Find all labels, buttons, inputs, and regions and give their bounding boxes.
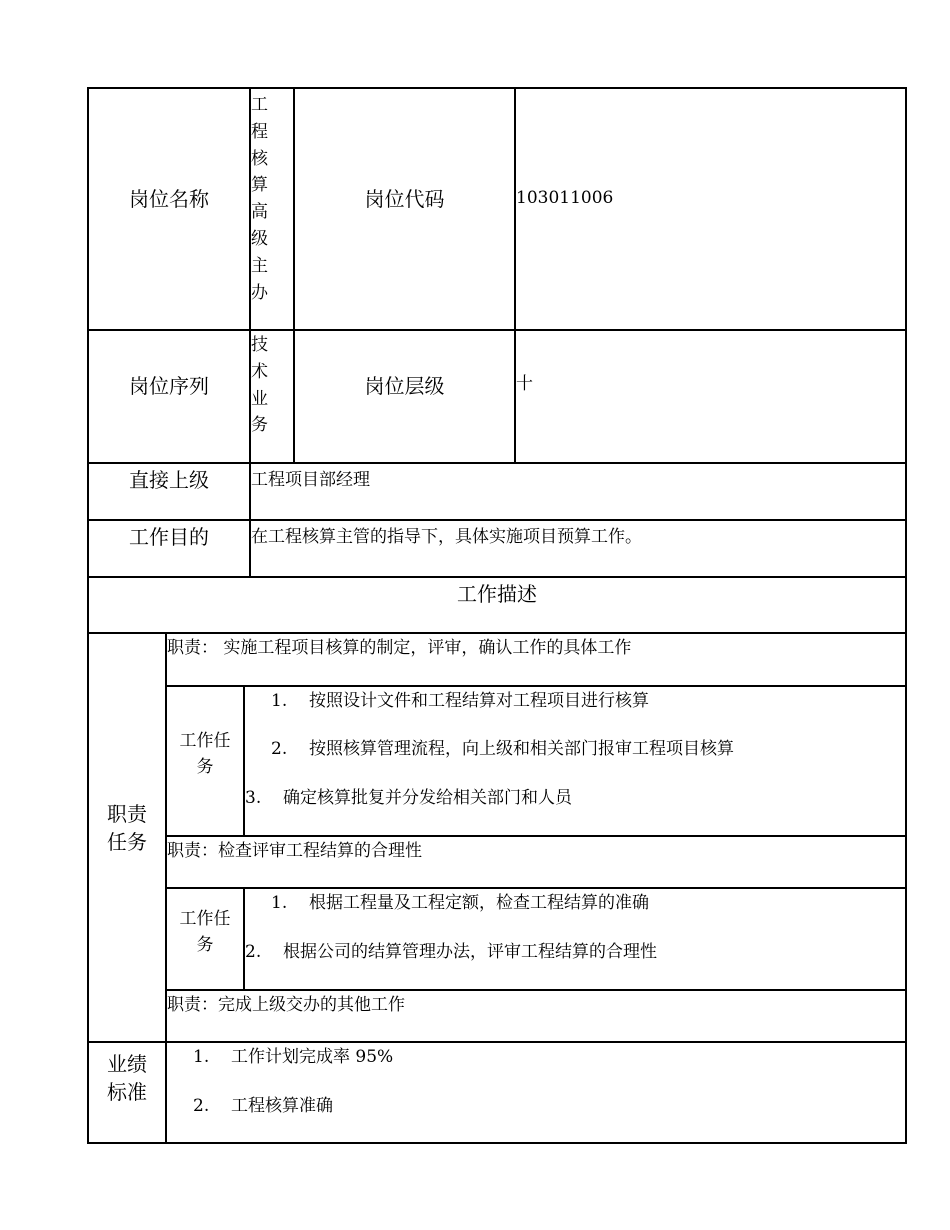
- row-divider: [87, 519, 907, 521]
- work-purpose-label: 工作目的: [129, 525, 209, 549]
- duty-2-text: 职责：检查评审工程结算的合理性: [167, 841, 422, 861]
- position-sequence-label: 岗位序列: [129, 374, 209, 398]
- position-name-label: 岗位名称: [129, 187, 209, 211]
- duty-1-task-3: [245, 790, 572, 807]
- task-label-line1: 工作任: [179, 731, 231, 751]
- row-divider: [87, 1041, 907, 1043]
- table-border-bottom: [87, 1142, 907, 1144]
- table-border-left: [87, 87, 89, 1144]
- duty-2-task-1: [271, 895, 649, 912]
- task-label-line2: 务: [196, 757, 214, 777]
- performance-text: 工程核算准确: [231, 1096, 333, 1116]
- performance-item-2: [193, 1098, 333, 1115]
- column-divider: [514, 87, 516, 464]
- task-label-line2: 务: [196, 935, 214, 955]
- row-divider: [87, 632, 907, 634]
- task-text: 根据公司的结算管理办法，评审工程结算的合理性: [283, 942, 657, 962]
- duty-1-text: 职责： 实施工程项目核算的制定，评审，确认工作的具体工作: [167, 638, 632, 658]
- position-code-label: 岗位代码: [364, 187, 445, 211]
- task-label-line1: 工作任: [179, 909, 231, 929]
- task-text: 按照设计文件和工程结算对工程项目进行核算: [309, 691, 649, 711]
- position-sequence-value: 技术业务: [251, 335, 268, 436]
- performance-label-line2: 标准: [107, 1080, 147, 1104]
- row-divider: [87, 576, 907, 578]
- task-label-2: [167, 906, 243, 958]
- row-divider: [166, 685, 907, 687]
- task-number: 2.: [245, 942, 262, 962]
- task-number: 2.: [271, 739, 288, 759]
- performance-number: 1.: [193, 1047, 210, 1067]
- performance-number: 2.: [193, 1096, 210, 1116]
- column-divider: [293, 87, 295, 464]
- column-divider: [243, 887, 245, 991]
- task-number: 1.: [271, 893, 288, 913]
- duty-3-text: 职责：完成上级交办的其他工作: [167, 995, 405, 1015]
- performance-text: 工作计划完成率 95%: [231, 1047, 394, 1067]
- direct-superior-value: 工程项目部经理: [251, 470, 370, 490]
- duties-label-line2: 任务: [107, 830, 147, 854]
- row-divider: [87, 329, 907, 331]
- work-purpose-value: 在工程核算主管的指导下，具体实施项目预算工作。: [251, 527, 642, 547]
- position-level-label: 岗位层级: [364, 374, 445, 398]
- task-text: 按照核算管理流程，向上级和相关部门报审工程项目核算: [309, 739, 734, 759]
- task-text: 根据工程量及工程定额，检查工程结算的准确: [309, 893, 649, 913]
- duty-1-task-2: [271, 741, 734, 758]
- duties-section-label: [89, 800, 165, 856]
- column-divider: [243, 685, 245, 837]
- performance-label: [89, 1050, 165, 1106]
- row-divider: [166, 887, 907, 889]
- performance-item-1: [193, 1049, 393, 1066]
- duty-1-task-1: [271, 693, 649, 710]
- direct-superior-label: 直接上级: [129, 468, 209, 492]
- row-divider: [166, 989, 907, 991]
- position-name-value: 工程核算高级主办: [251, 95, 268, 303]
- row-divider: [87, 462, 907, 464]
- column-divider: [165, 632, 167, 1144]
- task-number: 3.: [245, 788, 262, 808]
- duty-2-task-2: [245, 944, 657, 961]
- task-number: 1.: [271, 691, 288, 711]
- table-border-right: [905, 87, 907, 1144]
- position-code-value: 103011006: [516, 188, 614, 208]
- work-description-title: 工作描述: [457, 582, 537, 606]
- duties-label-line1: 职责: [107, 802, 147, 826]
- table-border-top: [87, 87, 907, 89]
- position-level-value: 十: [516, 374, 533, 394]
- task-text: 确定核算批复并分发给相关部门和人员: [283, 788, 572, 808]
- performance-label-line1: 业绩: [107, 1052, 147, 1076]
- task-label-1: [167, 728, 243, 780]
- row-divider: [166, 835, 907, 837]
